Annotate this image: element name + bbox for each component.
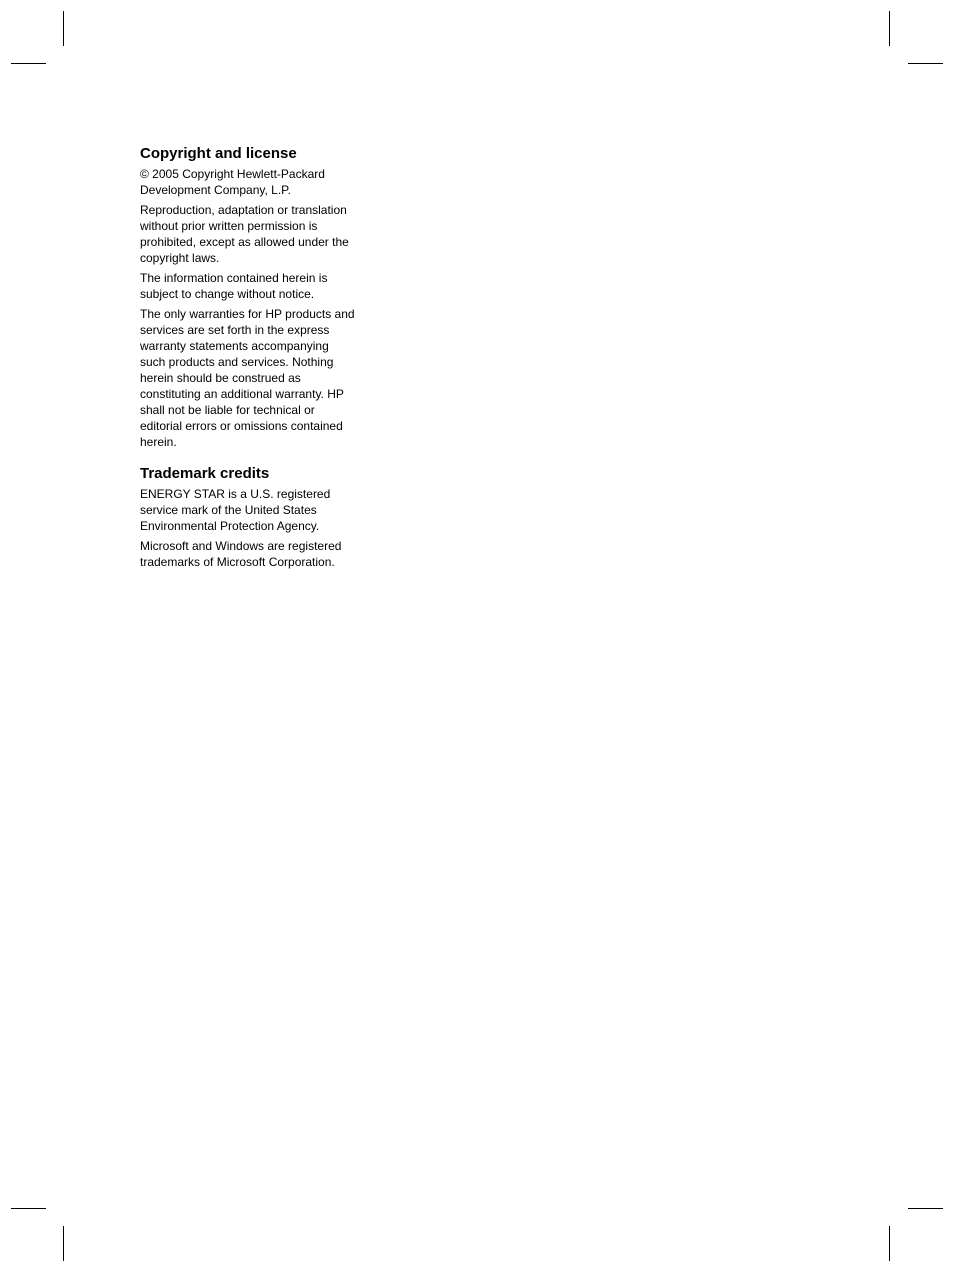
crop-mark-bottom-right-horizontal [908,1208,943,1209]
crop-mark-top-right-vertical [889,11,890,46]
reproduction-notice: Reproduction, adaptation or translation without prior written permission is prohibited, except as allowed under the copyright laws. [140,203,349,265]
warranty-notice: The only warranties for HP products and services are set forth in the express warranty statements accompanying such products and services. Nothing herein should be construed as constituting an additional warranty. HP shall not be liable for technical or editorial errors or omissions contained herein. [140,307,355,449]
crop-mark-bottom-right-vertical [889,1226,890,1261]
crop-mark-top-left-vertical [63,11,64,46]
energy-star-notice: ENERGY STAR is a U.S. registered service mark of the United States Environmental Protection Agency. [140,487,331,533]
crop-mark-top-left-horizontal [11,63,46,64]
trademark-section [140,464,355,570]
trademark-heading: Trademark credits [140,465,270,482]
copyright-heading: Copyright and license [140,145,297,162]
crop-mark-bottom-left-vertical [63,1226,64,1261]
copyright-section [140,144,355,450]
crop-mark-top-right-horizontal [908,63,943,64]
legal-content [140,144,355,574]
copyright-notice: © 2005 Copyright Hewlett-Packard Development Company, L.P. [140,167,325,197]
change-notice: The information contained herein is subject to change without notice. [140,271,328,301]
microsoft-notice: Microsoft and Windows are registered trademarks of Microsoft Corporation. [140,539,342,569]
crop-mark-bottom-left-horizontal [11,1208,46,1209]
